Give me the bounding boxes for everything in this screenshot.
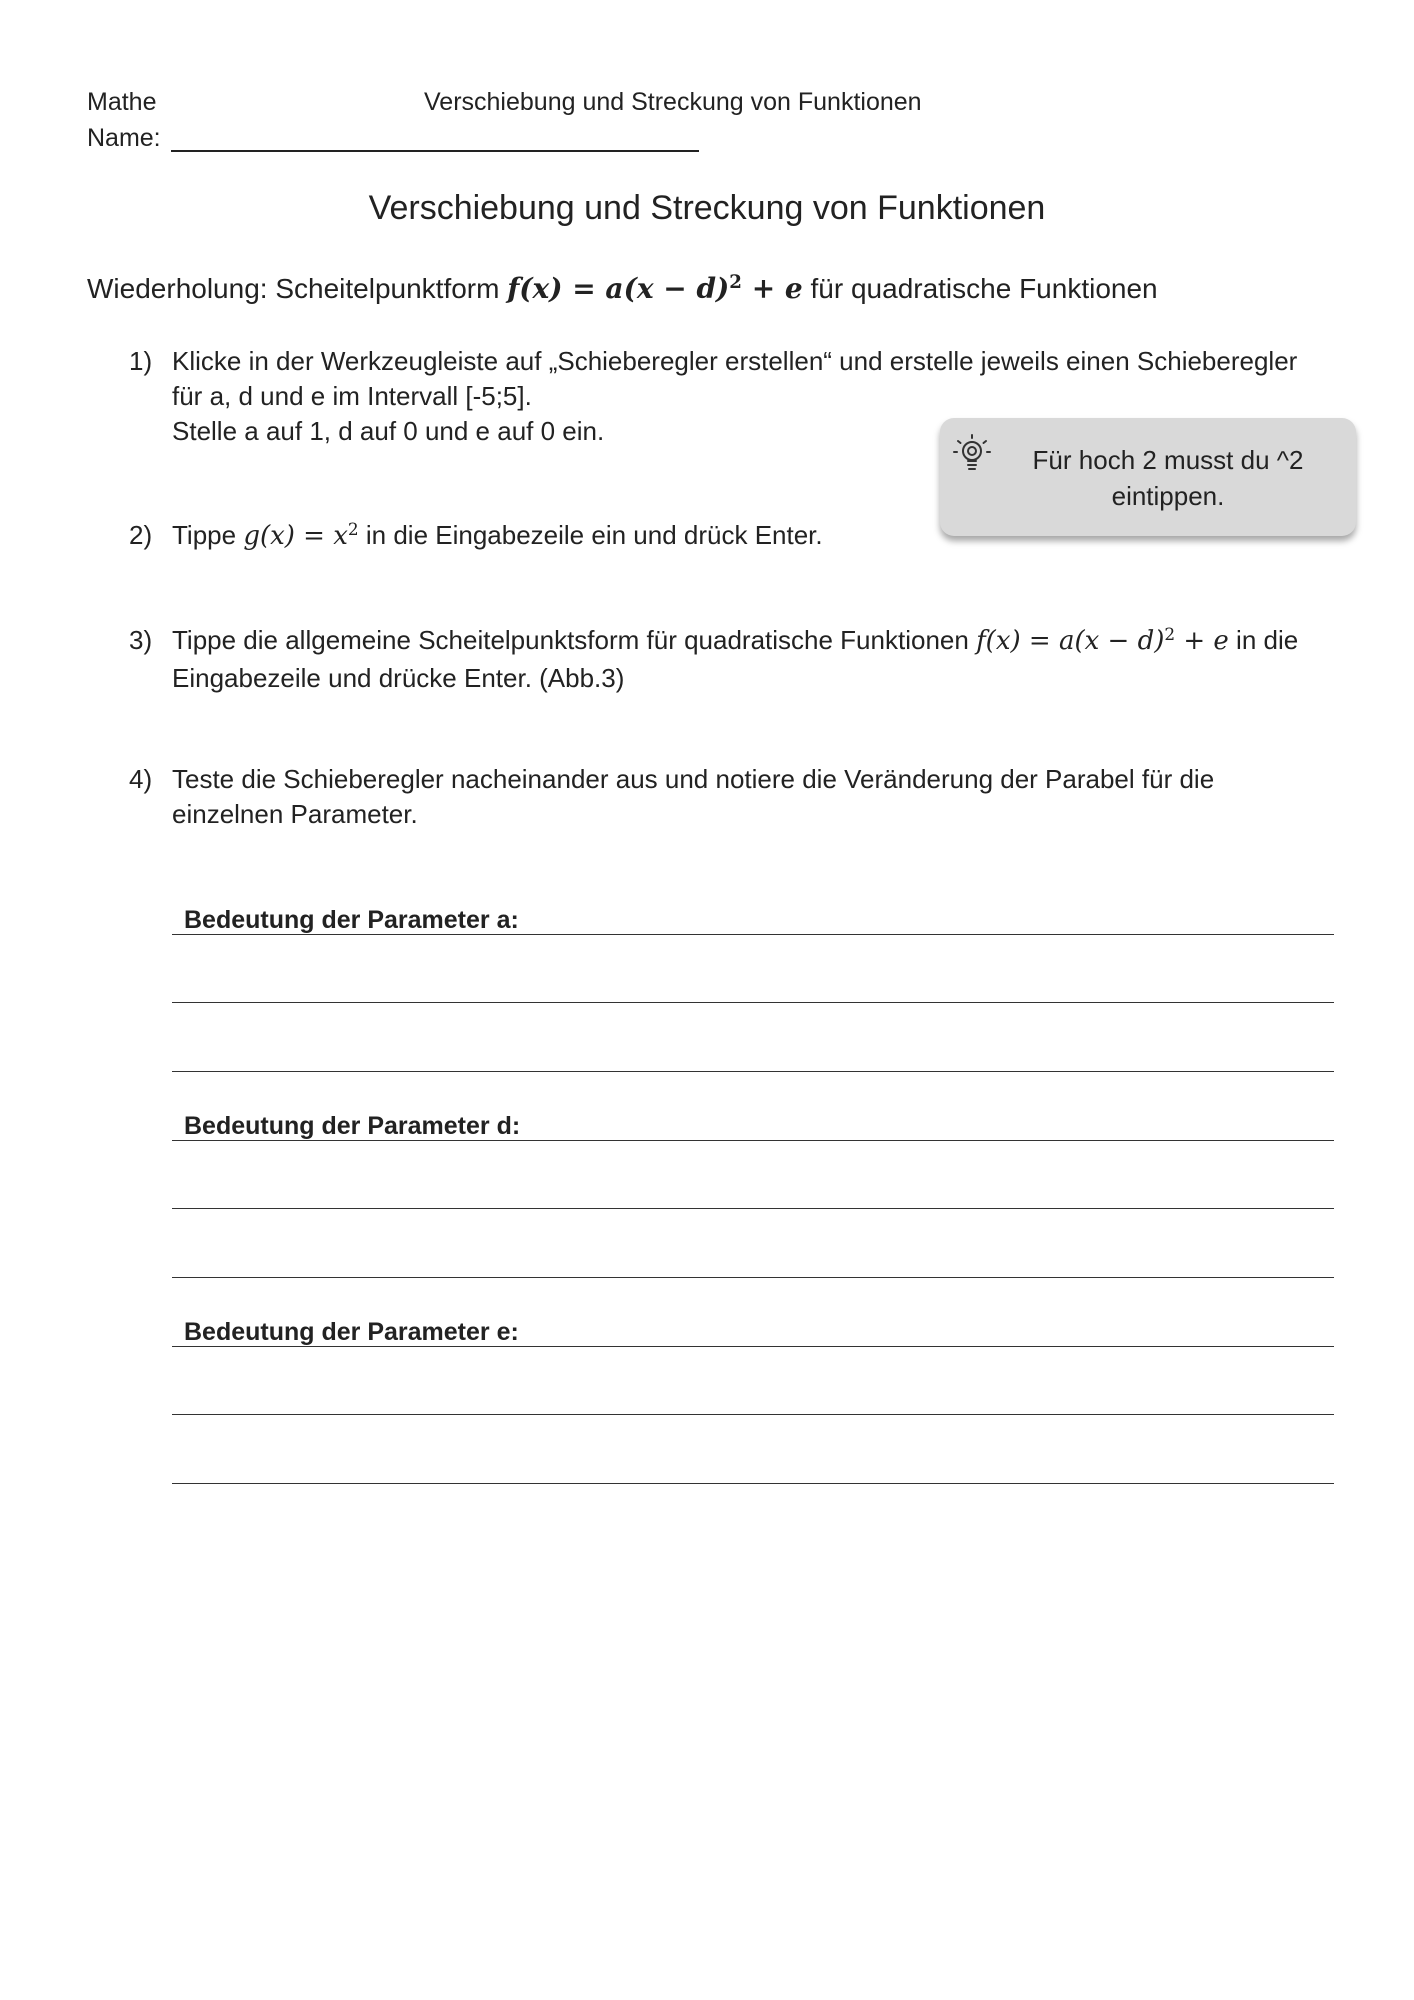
- answer-line[interactable]: [172, 1208, 1334, 1209]
- answer-line[interactable]: [172, 934, 1334, 935]
- answer-line[interactable]: [172, 1277, 1334, 1278]
- recap-suffix: für quadratische Funktionen: [810, 273, 1158, 304]
- answer-line[interactable]: [172, 1483, 1334, 1484]
- name-label: Name:: [87, 124, 161, 152]
- recap-formula: $f(x) = a(x - d)^2 + e$: [507, 272, 803, 305]
- task-1-line-2: für a, d und e im Intervall [-5;5].: [172, 381, 532, 411]
- header-topic: Verschiebung und Streckung von Funktionen: [424, 88, 922, 116]
- task-3: 3) Tippe die allgemeine Scheitelpunktsform für quadratische Funktionen $f(x) = a(x - d)^2 + e$ in die Eingabezeile und drücke Enter. (Abb.3): [129, 623, 1369, 698]
- tip-box: [940, 418, 1356, 536]
- tip-text: Für hoch 2 musst du ^2 eintippen.: [1032, 445, 1304, 511]
- task-4-line-1: Teste die Schieberegler nacheinander aus und notiere die Veränderung der Parabel für die: [172, 764, 1215, 794]
- task-1-line-1: Klicke in der Werkzeugleiste auf „Schieberegler erstellen“ und erstelle jeweils einen Schieberegler: [172, 346, 1298, 376]
- parameter-d-label: Bedeutung der Parameter d:: [184, 1112, 521, 1140]
- task-number: 2): [129, 520, 153, 550]
- subject-label: Mathe: [87, 88, 157, 116]
- task-number: 3): [129, 625, 153, 655]
- task-3-formula: $f(x) = a(x - d)^2 + e$: [976, 623, 1229, 656]
- parameter-a-label: Bedeutung der Parameter a:: [184, 906, 519, 934]
- task-number: 1): [129, 346, 153, 376]
- recap-prefix: Wiederholung: Scheitelpunktform: [87, 273, 500, 304]
- recap-line: [87, 270, 1158, 312]
- answer-line[interactable]: [172, 1414, 1334, 1415]
- task-4: [129, 762, 1369, 837]
- answer-line[interactable]: [172, 1346, 1334, 1347]
- name-input-line[interactable]: [171, 150, 699, 152]
- task-2: 2) Tippe $g(x) = x^2$ in die Eingabezeile ein und drück Enter.: [129, 518, 823, 551]
- parameter-e-label: Bedeutung der Parameter e:: [184, 1318, 519, 1346]
- task-4-line-2: einzelnen Parameter.: [172, 799, 418, 829]
- task-3-line-2: Eingabezeile und drücke Enter. (Abb.3): [172, 663, 625, 693]
- lightbulb-icon: [950, 432, 994, 476]
- task-2-formula: $g(x) = x^2$: [243, 518, 359, 551]
- answer-line[interactable]: [172, 1002, 1334, 1003]
- task-number: 4): [129, 764, 153, 794]
- task-1-line-3: Stelle a auf 1, d auf 0 und e auf 0 ein.: [172, 416, 605, 446]
- page-title: Verschiebung und Streckung von Funktionen: [368, 189, 1046, 227]
- answer-line[interactable]: [172, 1140, 1334, 1141]
- answer-line[interactable]: [172, 1071, 1334, 1072]
